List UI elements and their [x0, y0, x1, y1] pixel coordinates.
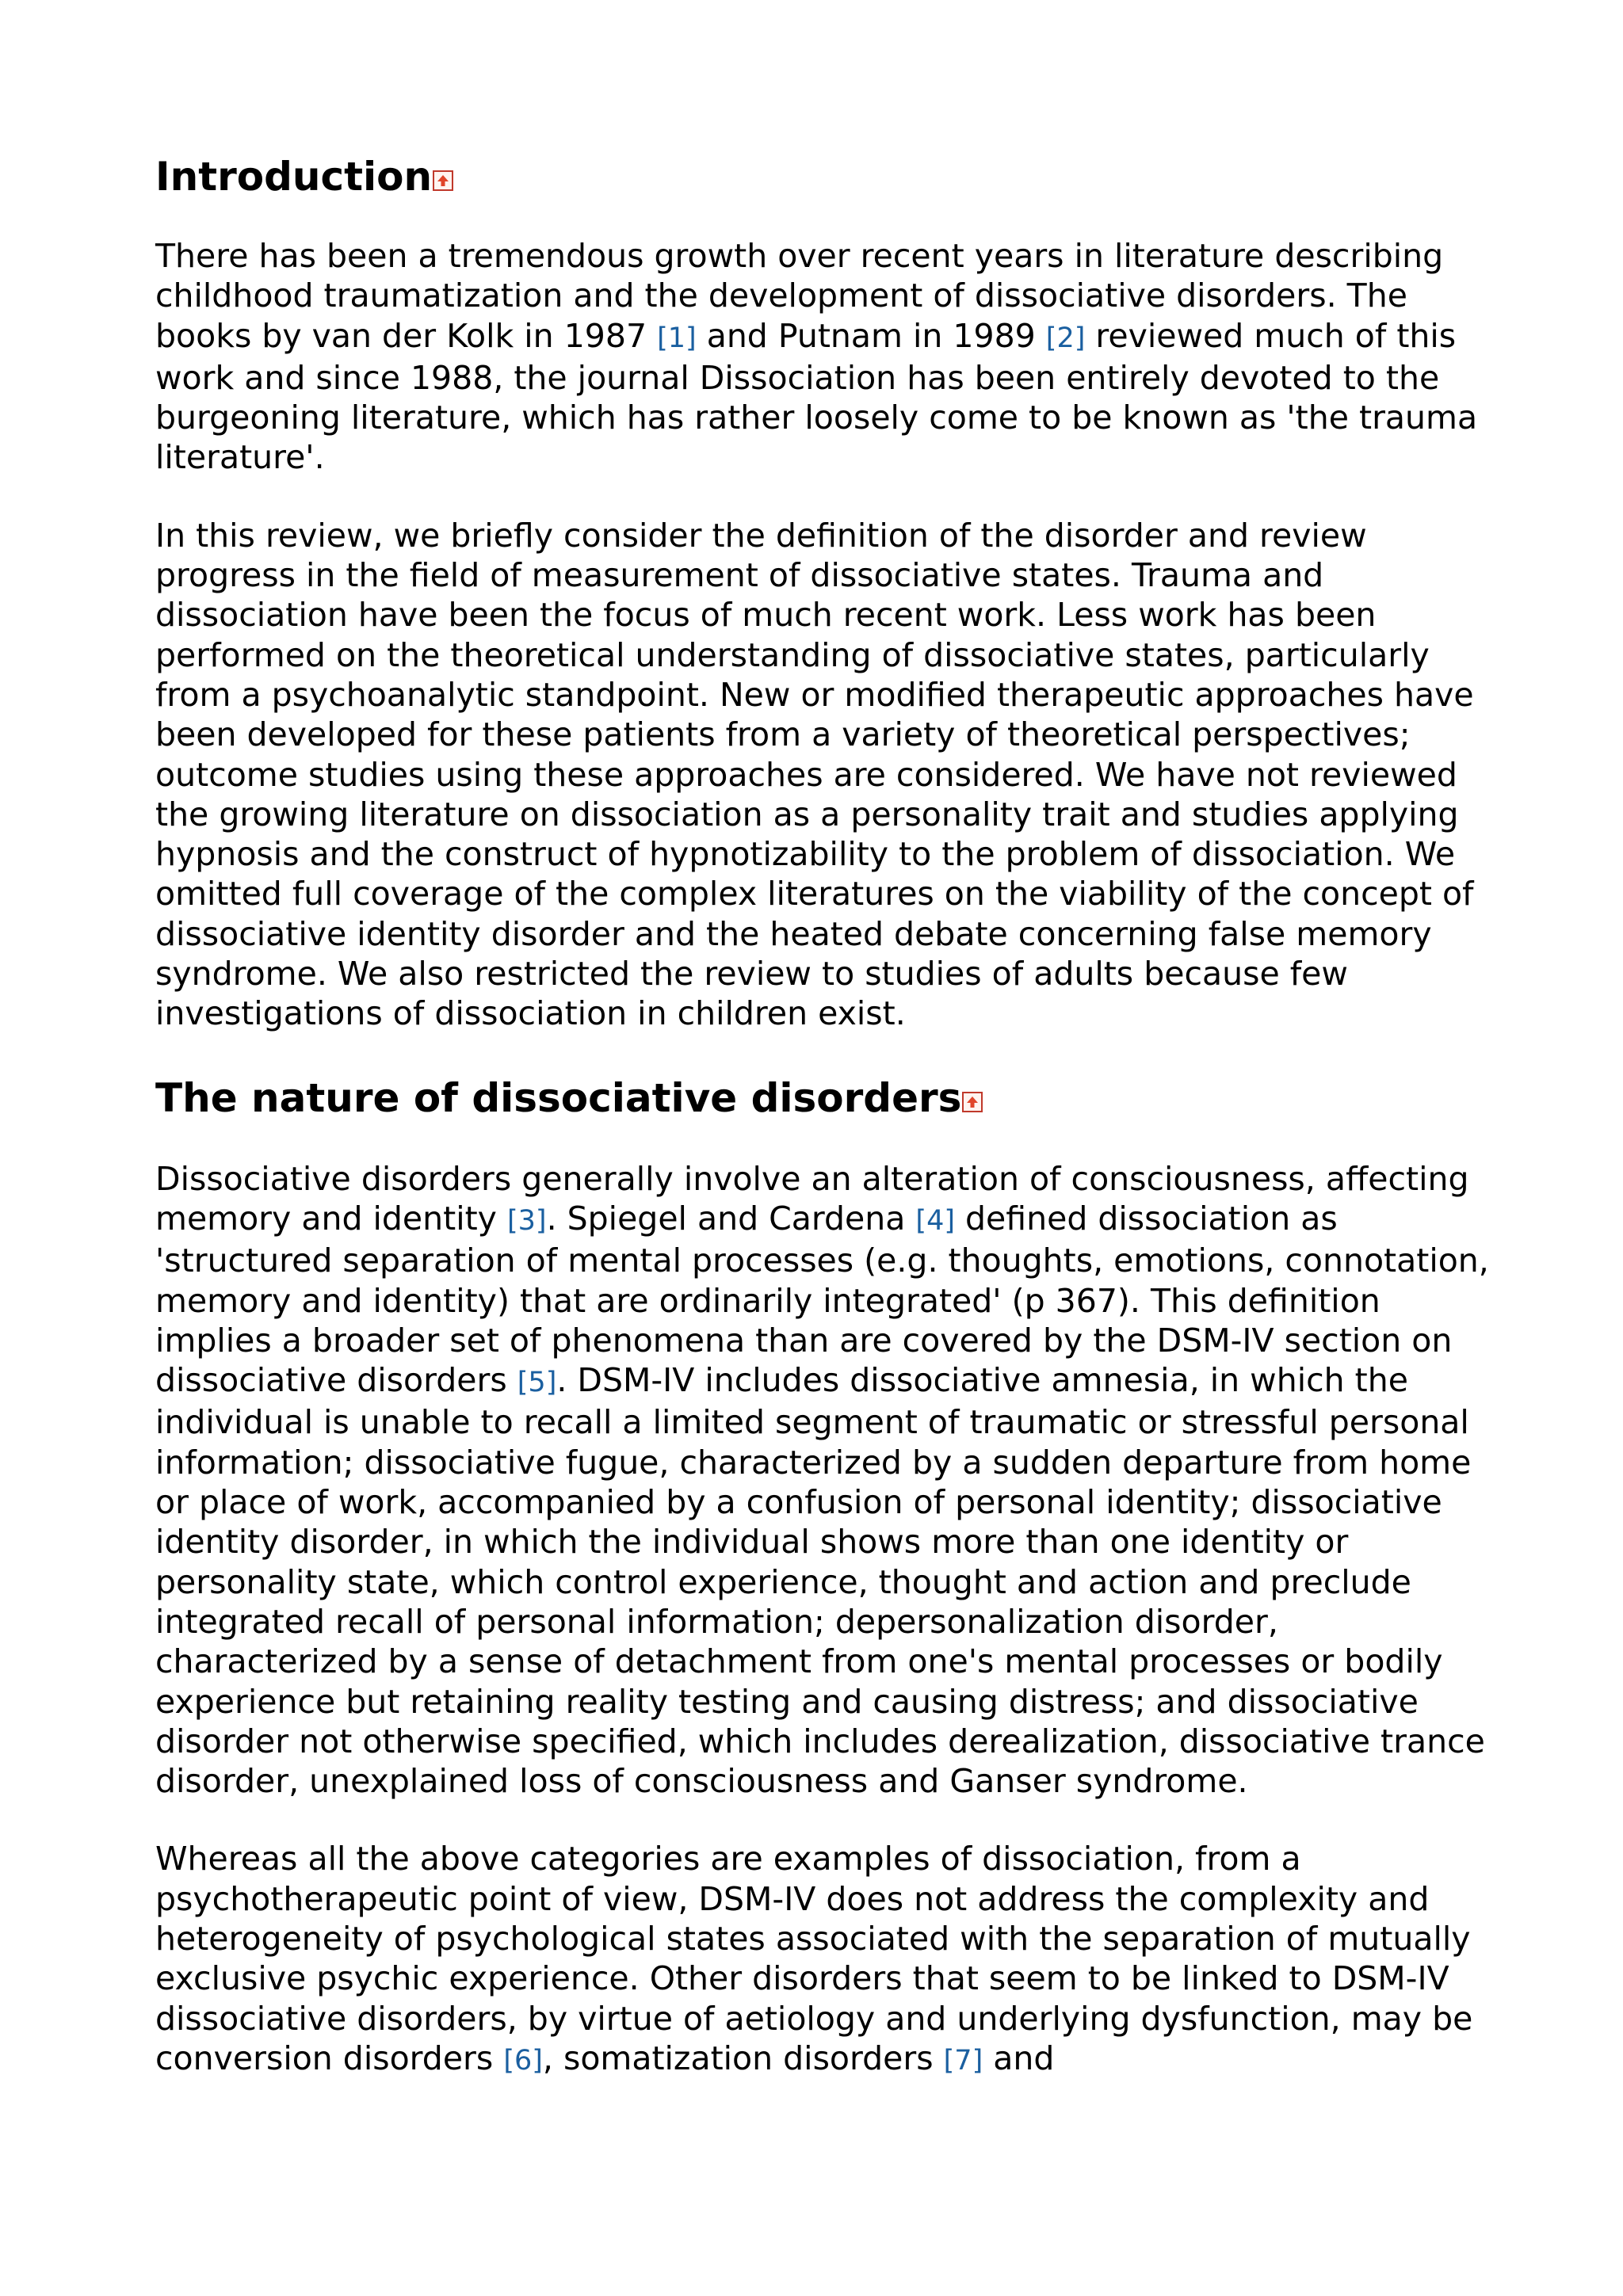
paragraph: In this review, we briefly consider the definition of the disorder and review progress in the field of measurement of dissociative states. Trauma and dissociation have been the focus of much recent work. Less work has been performed on the theoretical understanding of dissociative states, particularly from a psychoanalytic standpoint. New or modified therapeutic approaches have been developed for these patients from a variety of theoretical perspectives; outcome studies using these approaches are considered. We have not reviewed the growing literature on dissociation as a personality trait and studies applying hypnosis and the construct of hypnotizability to the problem of dissociation. We omitted full coverage of the complex literatures on the viability of the concept of dissociative identity disorder and the heated debate concerning false memory syndrome. We also restricted the review to studies of adults because few investigations of dissociation in children exist. — [155, 516, 1474, 1033]
section-heading-nature-of-dissociative-disorders: The nature of dissociative disorders — [155, 1072, 1503, 1124]
paragraph: Whereas all the above categories are examples of dissociation, from a psychotherapeutic point of view, DSM-IV does not address the complexity and heterogeneity of psychological states associated with the separation of mutually exclusive psychic experience. Other disorders that seem to be linked to DSM-IV dissociative disorders, by virtue of aetiology and underlying dysfunction, may be conversion disorders [6], somatization disorders [7] and — [155, 1840, 1473, 2077]
paragraph: Dissociative disorders generally involve an alteration of consciousness, affecting memory and identity [3]. Spiegel and Cardena [4] defined dissociation as 'structured separation of mental processes (e.g. thoughts, emotions, connotation, memory and identity) that are ordinarily integrated' (p 367). This definition implies a broader set of phenomena than are covered by the DSM-IV section on dissociative disorders [5]. DSM-IV includes dissociative amnesia, in which the individual is unable to recall a limited segment of traumatic or stressful personal information; dissociative fugue, characterized by a sudden departure from home or place of work, accompanied by a confusion of personal identity; dissociative identity disorder, in which the individual shows more than one identity or personality state, which control experience, thought and action and preclude integrated recall of personal information; depersonalization disorder, characterized by a sense of detachment from one's mental processes or bodily experience but retaining reality testing and causing distress; and dissociative disorder not otherwise specified, which includes derealization, dissociative trance disorder, unexplained loss of consciousness and Ganser syndrome. — [155, 1159, 1489, 1801]
section-heading-introduction: Introduction — [155, 151, 1503, 203]
citation-link[interactable]: [6] — [503, 2044, 543, 2077]
citation-link[interactable]: [3] — [506, 1204, 547, 1237]
paragraph: There has been a tremendous growth over recent years in literature describing childhood traumatization and the development of dissociative disorders. The books by van der Kolk in 1987 [1] and Putnam in 1989 [2] reviewed much of this work and since 1988, the journal Dissociation has been entirely devoted to the burgeoning literature, which has rather loosely come to be known as 'the trauma literature'. — [155, 237, 1478, 477]
citation-link[interactable]: [1] — [657, 322, 697, 354]
article-body — [155, 151, 1503, 2081]
back-to-top-icon[interactable] — [962, 1092, 983, 1112]
citation-link[interactable]: [2] — [1045, 322, 1086, 354]
citation-link[interactable]: [4] — [915, 1204, 955, 1237]
back-to-top-icon[interactable] — [433, 170, 453, 191]
citation-link[interactable]: [5] — [517, 1367, 557, 1399]
citation-link[interactable]: [7] — [943, 2044, 983, 2077]
